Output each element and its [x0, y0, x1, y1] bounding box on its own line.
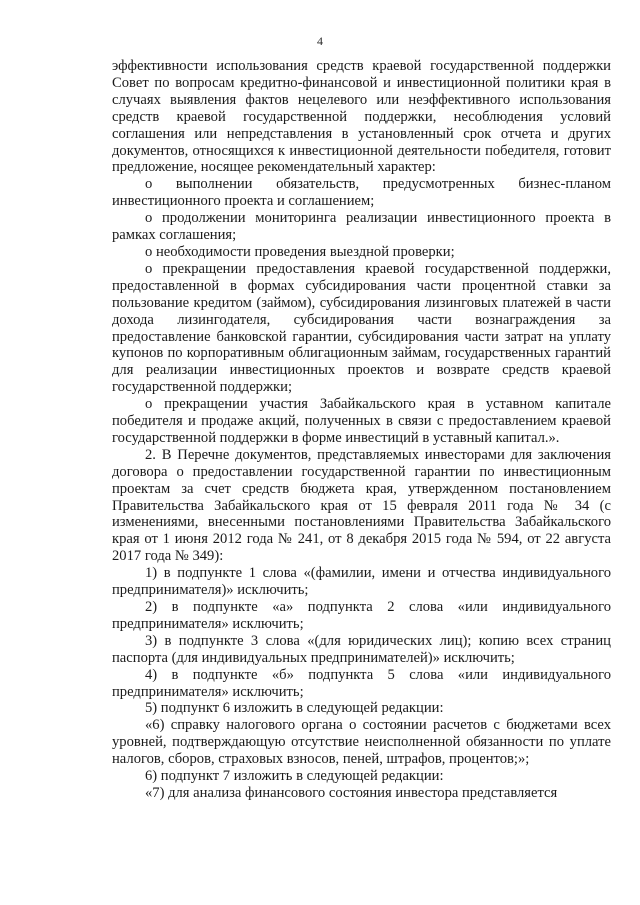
list-item-fulfillment: о выполнении обязательств, предусмотренных бизнес-планом инвестиционного проекта и соглашением; [112, 176, 611, 210]
subitem-3: 3) в подпункте 3 слова «(для юридических лиц); копию всех страниц паспорта (для индивидуальных предпринимателей)» исключить; [112, 632, 611, 666]
list-item-inspection: о необходимости проведения выездной проверки; [145, 243, 455, 260]
list-item-termination-participation: о прекращении участия Забайкальского края в уставном капитале победителя и продаже акций, полученных в связи с предоставлением краевой государственной поддержки в форме инвестиций в уставный капитал.». [112, 396, 611, 446]
list-item-monitoring: о продолжении мониторинга реализации инвестиционного проекта в рамках соглашения; [112, 210, 611, 244]
list-item-termination-support: о прекращении предоставления краевой государственной поддержки, предоставленной в формах субсидирования части процентной ставки за пользование кредитом (займом), субсидирования лизинговых платежей в части дохода лизингодателя, субсидирования части вознаграждения за предоставление банковской гарантии, субсидирования части затрат на уплату купонов по корпоративным облигационным займам, государственных гарантий для реализации инвестиционных проектов и возврате средств краевой государственной поддержки; [112, 260, 611, 396]
quoted-subitem-7: «7) для анализа финансового состояния инвестора представляется [145, 784, 558, 801]
paragraph-continuation: эффективности использования средств краевой государственной поддержки Совет по вопросам кредитно-финансовой и инвестиционной политики края в случаях выявления фактов нецелевого или неэффективного использования средств краевой государственной поддержки, несоблюдения условий соглашения или непредставления в установленный срок отчета и других документов, относящихся к инвестиционной деятельности победителя, готовит предложение, носящее рекомендательный характер: [112, 58, 611, 176]
quoted-subitem-6: «6) справку налогового органа о состоянии расчетов с бюджетами всех уровней, подтверждающую отсутствие неисполненной обязанности по уплате налогов, сборов, страховых взносов, пеней, штрафов, процентов;»; [112, 717, 611, 768]
subitem-1: 1) в подпункте 1 слова «(фамилии, имени и отчества индивидуального предпринимателя)» исключить; [112, 565, 611, 599]
subitem-6: 6) подпункт 7 изложить в следующей редакции: [145, 768, 444, 785]
subitem-2: 2) в подпункте «а» подпункта 2 слова «или индивидуального предпринимателя» исключить; [112, 599, 611, 632]
page-number: 4 [317, 34, 323, 48]
document-body [112, 58, 611, 802]
subitem-4: 4) в подпункте «б» подпункта 5 слова «или индивидуального предпринимателя» исключить; [112, 666, 611, 700]
paragraph-item-2: 2. В Перечне документов, представляемых инвесторами для заключения договора о предоставлении государственной гарантии по инвестиционным проектам за счет средств бюджета края, утвержденном постановлением Правительства Забайкальского края от 15 февраля 2011 года № 34 (с изменениями, внесенными постановлениями Правительства Забайкальского края от 1 июня 2012 года № 241, от 8 декабря 2015 года № 594, от 22 августа 2017 года № 349): [112, 446, 611, 565]
subitem-5: 5) подпункт 6 изложить в следующей редакции: [145, 700, 444, 717]
